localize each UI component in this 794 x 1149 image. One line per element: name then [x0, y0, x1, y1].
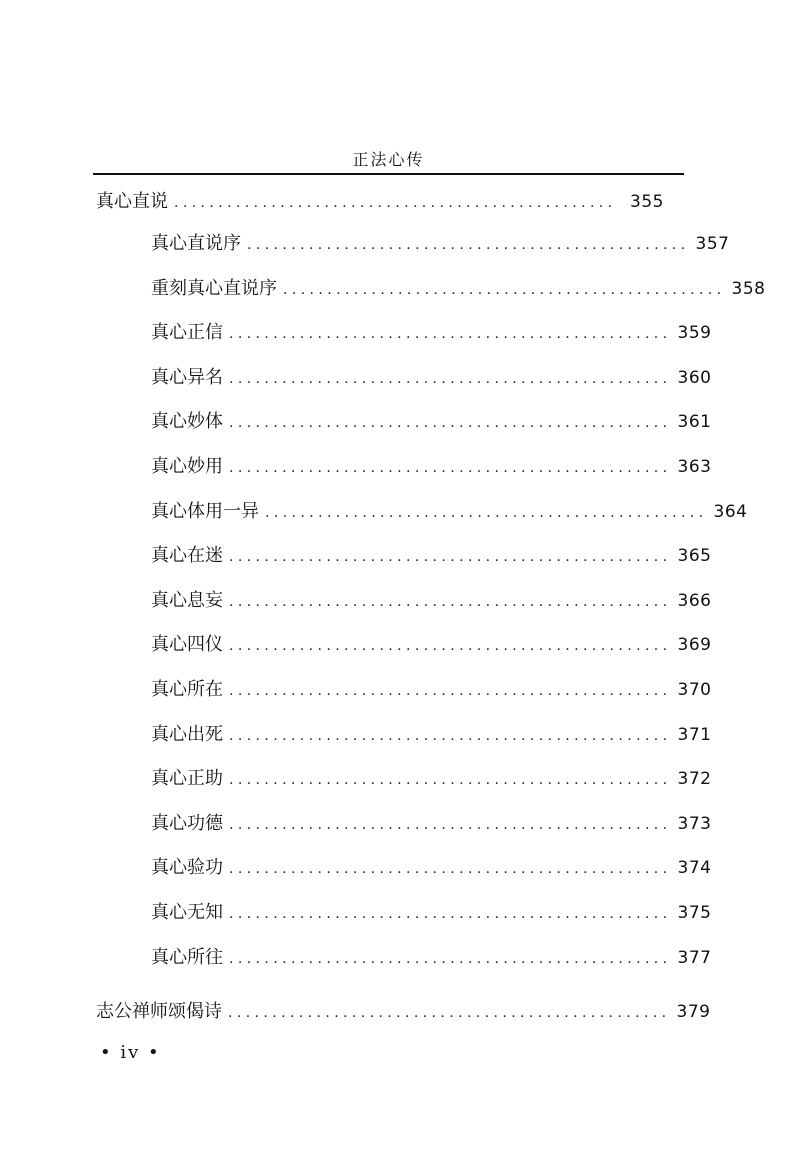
toc-entry-section[interactable]: [96, 188, 664, 216]
toc-entry-title: 真心出死: [151, 724, 223, 745]
toc-entry-page: 358: [731, 279, 766, 299]
toc-entry[interactable]: [151, 453, 712, 481]
toc-entry[interactable]: [151, 587, 712, 615]
toc-entry-page: 373: [677, 814, 712, 834]
toc-entry-page: 365: [677, 546, 712, 566]
toc-entry-title: 真心异名: [151, 367, 223, 388]
leader-dots: ..................................................: [229, 817, 672, 833]
toc-entry[interactable]: [151, 319, 712, 347]
toc-entry-page: 370: [677, 680, 712, 700]
toc-entry-title: 真心正助: [151, 768, 223, 789]
toc-entry-page: 379: [676, 1002, 711, 1022]
toc-entry[interactable]: [151, 899, 712, 927]
toc-entry-title: 重刻真心直说序: [151, 278, 277, 299]
toc-entry-page: 374: [677, 858, 712, 878]
toc-entry-title: 真心所在: [151, 679, 223, 700]
leader-dots: ..................................................: [174, 195, 617, 211]
toc-entry-page: 357: [695, 234, 730, 254]
toc-entry-title: 真心无知: [151, 902, 223, 923]
toc-entry-title: 真心所往: [151, 947, 223, 968]
toc-entry-title: 真心息妄: [151, 590, 223, 611]
toc-entry-page: 375: [677, 903, 712, 923]
toc-entry[interactable]: [151, 631, 712, 659]
toc-entry-title: 真心正信: [151, 322, 223, 343]
toc-entry-page: 369: [677, 635, 712, 655]
leader-dots: ..................................................: [283, 282, 726, 298]
leader-dots: ..................................................: [229, 906, 672, 922]
toc-entry[interactable]: [151, 676, 712, 704]
running-header: [93, 143, 684, 175]
leader-dots: ..................................................: [229, 772, 672, 788]
toc-entry-page: 360: [677, 368, 712, 388]
leader-dots: ..................................................: [229, 638, 672, 654]
toc-entry[interactable]: [151, 498, 748, 526]
leader-dots: ..................................................: [229, 415, 672, 431]
toc-entry[interactable]: [151, 275, 766, 303]
toc-entry-title: 真心直说: [96, 191, 168, 212]
toc-entry[interactable]: [151, 230, 730, 258]
toc-entry-page: 372: [677, 769, 712, 789]
toc-entry-page: 364: [713, 502, 748, 522]
toc-entry-title: 真心体用一异: [151, 501, 259, 522]
toc-entry-title: 真心验功: [151, 857, 223, 878]
toc-entry-title: 志公禅师颂偈诗: [96, 1001, 222, 1022]
toc-entry-page: 359: [677, 323, 712, 343]
toc-entry[interactable]: [151, 364, 712, 392]
toc-entry-title: 真心直说序: [151, 233, 241, 254]
leader-dots: ..................................................: [229, 683, 672, 699]
toc-entry[interactable]: [151, 408, 712, 436]
leader-dots: ..................................................: [229, 861, 672, 877]
leader-dots: ..................................................: [228, 1005, 671, 1021]
leader-dots: ..................................................: [229, 594, 672, 610]
toc-entry-section[interactable]: [96, 998, 711, 1026]
leader-dots: ..................................................: [229, 951, 672, 967]
toc-entry-page: 355: [630, 192, 664, 212]
toc-entry-page: 361: [677, 412, 712, 432]
toc-entry-title: 真心妙用: [151, 456, 223, 477]
leader-dots: ..................................................: [229, 460, 672, 476]
toc-entry-title: 真心在迷: [151, 545, 223, 566]
leader-dots: ..................................................: [229, 728, 672, 744]
toc-entry[interactable]: [151, 944, 712, 972]
header-title: 正法心传: [352, 150, 425, 169]
toc-entry[interactable]: [151, 542, 712, 570]
toc-entry[interactable]: [151, 810, 712, 838]
toc-entry-page: 366: [677, 591, 712, 611]
toc-entry-page: 363: [677, 457, 712, 477]
leader-dots: ..................................................: [229, 549, 672, 565]
toc-entry-page: 371: [677, 725, 712, 745]
toc-entry[interactable]: [151, 765, 712, 793]
toc-entry[interactable]: [151, 721, 712, 749]
toc-entry-title: 真心妙体: [151, 411, 223, 432]
toc-entry-title: 真心四仪: [151, 634, 223, 655]
toc-entry-title: 真心功德: [151, 813, 223, 834]
leader-dots: ..................................................: [229, 326, 672, 342]
leader-dots: ..................................................: [247, 237, 690, 253]
leader-dots: ..................................................: [229, 371, 672, 387]
leader-dots: ..................................................: [265, 505, 708, 521]
toc-entry[interactable]: [151, 854, 712, 882]
page-number: • iv •: [100, 1042, 161, 1063]
toc-entry-page: 377: [677, 948, 712, 968]
